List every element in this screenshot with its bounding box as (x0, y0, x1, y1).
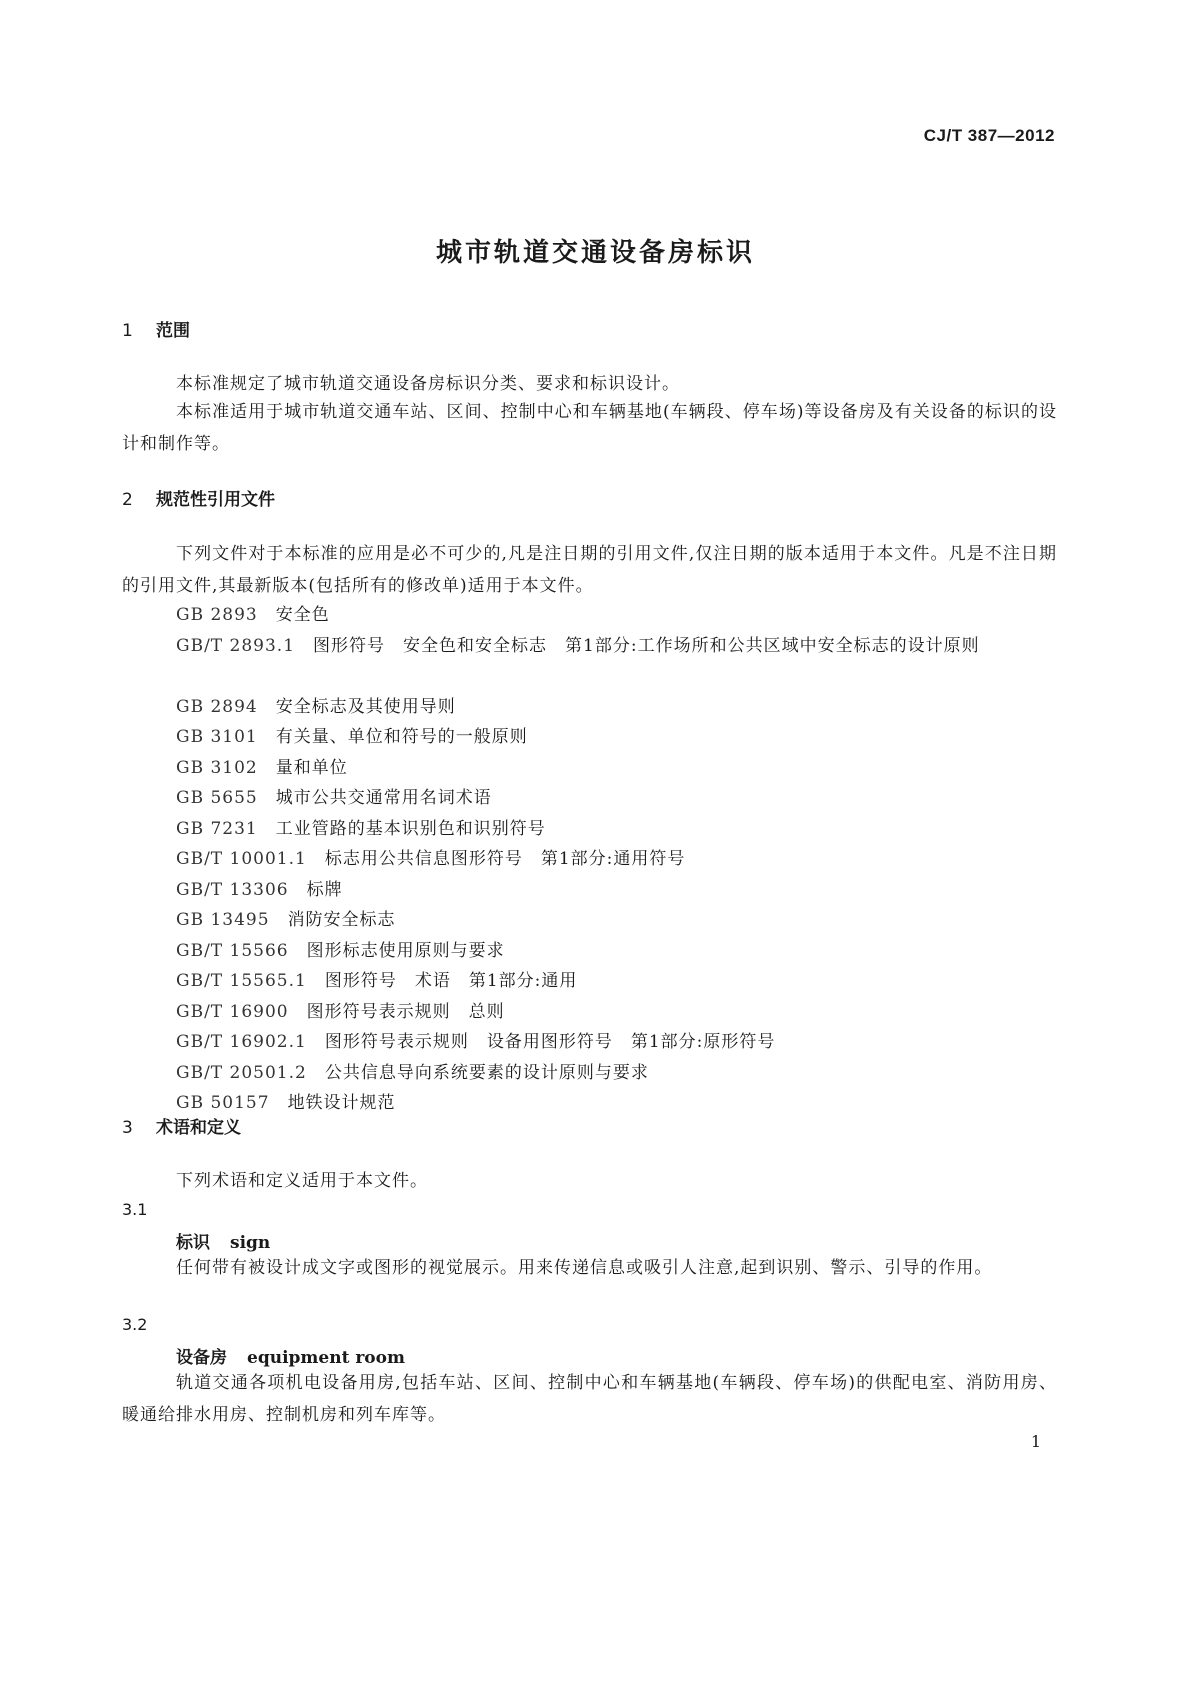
reference-code: GB/T 16902.1 (176, 1032, 307, 1052)
reference-item (122, 631, 1057, 692)
section-heading-scope (122, 316, 190, 341)
reference-code: GB/T 10001.1 (176, 849, 307, 869)
section-title: 范围 (156, 321, 190, 341)
reference-item (122, 600, 1057, 631)
reference-code: GB 3101 (176, 727, 258, 747)
term-name-zh: 设备房 (176, 1348, 227, 1368)
section-title: 规范性引用文件 (156, 490, 275, 510)
reference-code: GB/T 16900 (176, 1001, 289, 1022)
reference-item (122, 997, 1057, 1028)
reference-code: GB/T 2893.1 (176, 635, 296, 656)
reference-code: GB 2893 (176, 605, 258, 625)
section-number: 1 (122, 321, 133, 341)
reference-item (122, 814, 1057, 845)
reference-title: 标志用公共信息图形符号 第1部分:通用符号 (324, 849, 686, 869)
normative-intro: 下列文件对于本标准的应用是必不可少的,凡是注日期的引用文件,仅注日期的版本适用于本文件。凡是不注日期的引用文件,其最新版本(包括所有的修改单)适用于本文件。 (122, 544, 1057, 596)
reference-title: 安全标志及其使用导则 (275, 696, 456, 717)
reference-title: 有关量、单位和符号的一般原则 (275, 727, 528, 747)
reference-item (122, 1027, 1057, 1058)
term-definition: 任何带有被设计成文字或图形的视觉展示。用来传递信息或吸引人注意,起到识别、警示、引导的作用。 (176, 1258, 993, 1278)
reference-item (122, 905, 1057, 936)
reference-item (122, 753, 1057, 784)
reference-item (122, 966, 1057, 997)
reference-title: 工业管路的基本识别色和识别符号 (275, 818, 546, 839)
reference-item (122, 1088, 1057, 1119)
section-title: 术语和定义 (156, 1118, 241, 1138)
reference-title: 安全色 (275, 605, 330, 625)
reference-title: 图形符号 安全色和安全标志 第1部分:工作场所和公共区域中安全标志的设计原则 (313, 635, 980, 656)
reference-item (122, 844, 1057, 875)
reference-code: GB 3102 (176, 757, 258, 778)
reference-title: 城市公共交通常用名词术语 (275, 788, 492, 808)
page-number: 1 (1030, 1432, 1041, 1451)
scope-paragraph-2: 本标准适用于城市轨道交通车站、区间、控制中心和车辆基地(车辆段、停车场)等设备房及有关设备的标识的设计和制作等。 (122, 402, 1057, 454)
reference-code: GB/T 20501.2 (176, 1062, 307, 1083)
term-number: 3.1 (122, 1200, 148, 1219)
term-name-en: equipment room (247, 1348, 405, 1368)
scope-paragraph-1: 本标准规定了城市轨道交通设备房标识分类、要求和标识设计。 (176, 374, 680, 394)
section-heading-normative (122, 485, 275, 510)
section-number: 2 (122, 490, 133, 510)
reference-code: GB/T 15565.1 (176, 971, 307, 991)
reference-item (122, 783, 1057, 814)
reference-item (122, 936, 1057, 967)
reference-title: 图形符号表示规则 总则 (306, 1001, 505, 1022)
term-name-zh: 标识 (176, 1233, 210, 1253)
reference-code: GB/T 15566 (176, 940, 289, 961)
reference-code: GB 5655 (176, 788, 258, 808)
reference-title: 图形符号 术语 第1部分:通用 (324, 971, 578, 991)
reference-item (122, 875, 1057, 906)
reference-item (122, 1058, 1057, 1089)
section-heading-terms (122, 1113, 241, 1138)
term-number: 3.2 (122, 1315, 148, 1334)
reference-code: GB 2894 (176, 696, 258, 717)
standard-code: CJ/T 387—2012 (923, 126, 1055, 145)
term-definition: 轨道交通各项机电设备用房,包括车站、区间、控制中心和车辆基地(车辆段、停车场)的供配电室、消防用房、暖通给排水用房、控制机房和列车库等。 (122, 1373, 1057, 1425)
reference-code: GB 50157 (176, 1093, 270, 1113)
terms-intro: 下列术语和定义适用于本文件。 (176, 1171, 428, 1191)
reference-code: GB 13495 (176, 910, 270, 930)
section-number: 3 (122, 1118, 133, 1138)
reference-item (122, 692, 1057, 723)
reference-title: 图形符号表示规则 设备用图形符号 第1部分:原形符号 (324, 1032, 776, 1052)
term-name-en: sign (230, 1233, 271, 1253)
reference-title: 消防安全标志 (287, 910, 396, 930)
document-title: 城市轨道交通设备房标识 (435, 238, 755, 268)
reference-item (122, 722, 1057, 753)
reference-title: 量和单位 (275, 757, 348, 778)
reference-title: 图形标志使用原则与要求 (306, 940, 505, 961)
reference-title: 标牌 (306, 879, 343, 900)
term-name (176, 1228, 270, 1253)
reference-list (122, 600, 1057, 1119)
reference-code: GB/T 13306 (176, 879, 289, 900)
term-name (176, 1343, 405, 1368)
reference-code: GB 7231 (176, 818, 258, 839)
reference-title: 公共信息导向系统要素的设计原则与要求 (324, 1062, 649, 1083)
reference-title: 地铁设计规范 (287, 1093, 396, 1113)
